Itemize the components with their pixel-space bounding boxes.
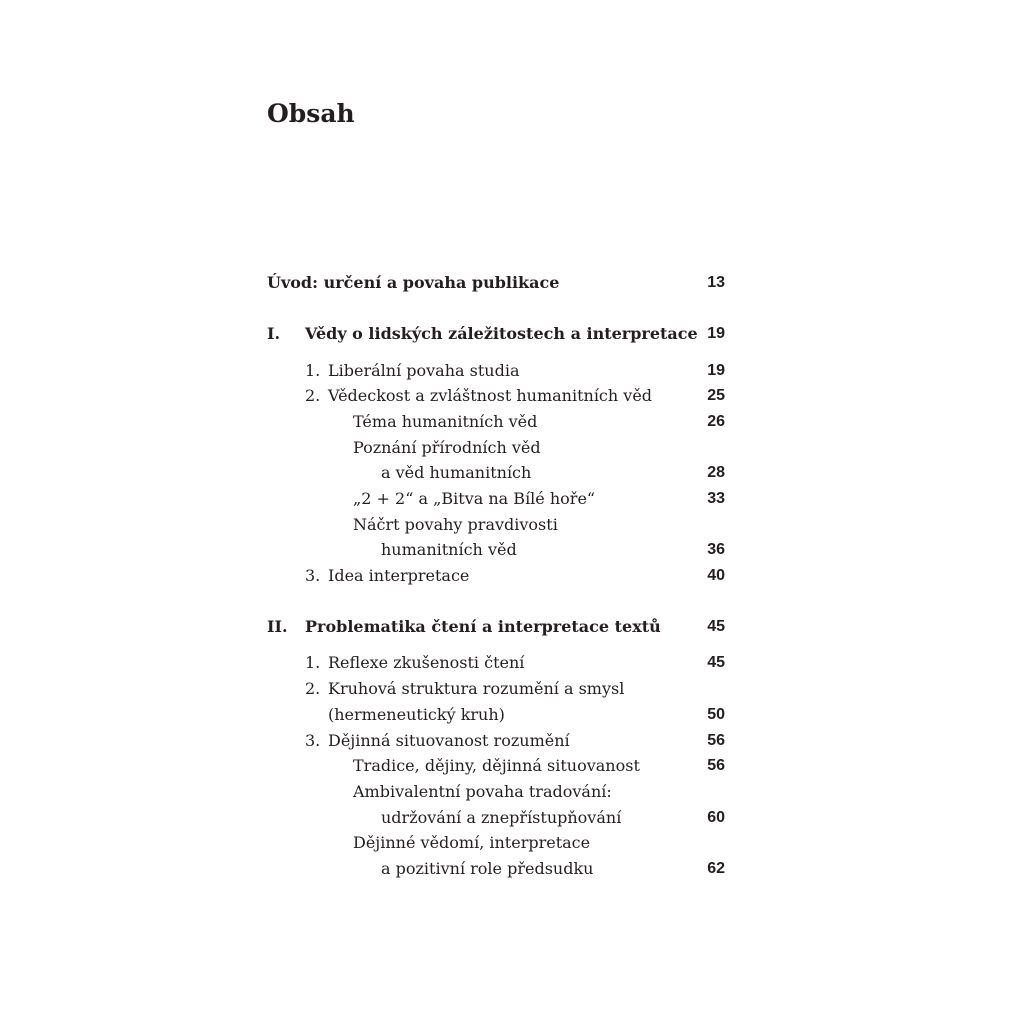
toc-entry-title: (hermeneutický kruh) bbox=[328, 705, 505, 724]
toc-section-continuation bbox=[0, 702, 1024, 728]
toc-section bbox=[0, 383, 1024, 409]
toc-entry-title: humanitních věd bbox=[381, 540, 517, 559]
toc-subsection bbox=[0, 486, 1024, 512]
toc-chapter-1 bbox=[0, 321, 1024, 347]
toc-entry-title: udržování a znepřístupňování bbox=[381, 808, 622, 827]
toc-section-number: 1. bbox=[305, 653, 321, 672]
toc-page-number: 62 bbox=[707, 860, 725, 877]
toc-entry-title: Dějinná situovanost rozumění bbox=[328, 731, 570, 750]
toc-section-number: 3. bbox=[305, 566, 321, 585]
toc-entry-title: a pozitivní role předsudku bbox=[381, 859, 594, 878]
toc-page-number: 19 bbox=[707, 325, 725, 342]
toc-subsection bbox=[0, 830, 1024, 856]
toc-section bbox=[0, 728, 1024, 754]
toc-entry-title: Náčrt povahy pravdivosti bbox=[353, 515, 558, 534]
toc-section bbox=[0, 676, 1024, 702]
toc-section bbox=[0, 563, 1024, 589]
toc-page-number: 13 bbox=[707, 274, 725, 291]
toc-entry-title: „2 + 2“ a „Bitva na Bílé hoře“ bbox=[353, 489, 596, 508]
toc-subsection-continuation bbox=[0, 460, 1024, 486]
toc-entry-title: Úvod: určení a povaha publikace bbox=[267, 273, 560, 292]
toc-section bbox=[0, 650, 1024, 676]
toc-entry-title: Problematika čtení a interpretace textů bbox=[305, 617, 661, 636]
toc-section-number: 1. bbox=[305, 361, 321, 380]
toc-page-number: 26 bbox=[707, 413, 725, 430]
toc-entry-title: Poznání přírodních věd bbox=[353, 438, 541, 457]
toc-chapter-number: II. bbox=[267, 617, 288, 636]
toc-entry-title: Kruhová struktura rozumění a smysl bbox=[328, 679, 625, 698]
toc-page-number: 36 bbox=[707, 541, 725, 558]
toc-subsection bbox=[0, 512, 1024, 538]
toc-page-number: 45 bbox=[707, 654, 725, 671]
toc-entry-title: Tradice, dějiny, dějinná situovanost bbox=[353, 756, 640, 775]
toc-page-number: 33 bbox=[707, 490, 725, 507]
toc-entry-title: Dějinné vědomí, interpretace bbox=[353, 833, 591, 852]
toc-entry-intro bbox=[0, 270, 1024, 296]
toc-entry-title: Liberální povaha studia bbox=[328, 361, 520, 380]
toc-page-number: 50 bbox=[707, 706, 725, 723]
toc-entry-title: Reflexe zkušenosti čtení bbox=[328, 653, 525, 672]
toc-subsection bbox=[0, 779, 1024, 805]
toc-page-number: 25 bbox=[707, 387, 725, 404]
page-title: Obsah bbox=[267, 99, 355, 128]
toc-subsection-continuation bbox=[0, 856, 1024, 882]
toc-subsection-continuation bbox=[0, 537, 1024, 563]
toc-subsection bbox=[0, 435, 1024, 461]
toc-subsection bbox=[0, 409, 1024, 435]
toc-page-number: 19 bbox=[707, 362, 725, 379]
toc-page-number: 28 bbox=[707, 464, 725, 481]
toc-entry-title: Vědeckost a zvláštnost humanitních věd bbox=[328, 386, 653, 405]
toc-subsection bbox=[0, 753, 1024, 779]
toc-section-number: 2. bbox=[305, 386, 321, 405]
toc-entry-title: Téma humanitních věd bbox=[353, 412, 538, 431]
toc-section-number: 2. bbox=[305, 679, 321, 698]
toc-page-number: 56 bbox=[707, 757, 725, 774]
toc-chapter-2 bbox=[0, 614, 1024, 640]
toc-page-number: 45 bbox=[707, 618, 725, 635]
toc-entry-title: Idea interpretace bbox=[328, 566, 470, 585]
toc-page-number: 40 bbox=[707, 567, 725, 584]
toc-entry-title: a věd humanitních bbox=[381, 463, 532, 482]
toc-page-number: 56 bbox=[707, 732, 725, 749]
toc-entry-title: Ambivalentní povaha tradování: bbox=[353, 782, 612, 801]
toc-entry-title: Vědy o lidských záležitostech a interpretace bbox=[305, 324, 698, 343]
toc-section-number: 3. bbox=[305, 731, 321, 750]
toc-chapter-number: I. bbox=[267, 324, 281, 343]
toc-section bbox=[0, 358, 1024, 384]
toc-page-number: 60 bbox=[707, 809, 725, 826]
toc-subsection-continuation bbox=[0, 805, 1024, 831]
